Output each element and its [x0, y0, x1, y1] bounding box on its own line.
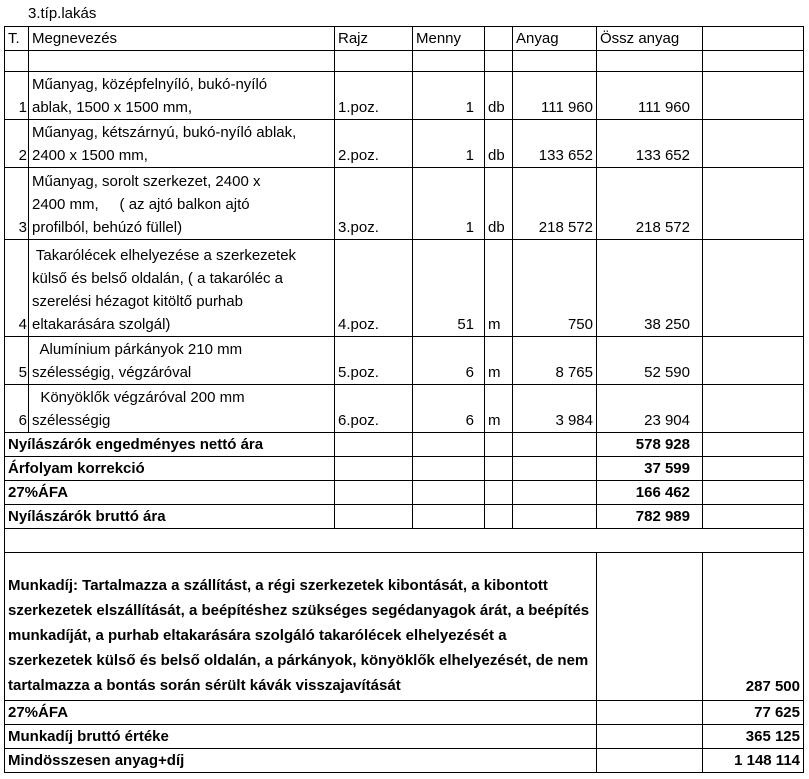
- item-description[interactable]: [29, 168, 335, 240]
- summary-value[interactable]: 37 599: [597, 457, 703, 481]
- summary-row: [5, 505, 804, 529]
- labor-summary-label[interactable]: 27%ÁFA: [5, 701, 597, 725]
- col-header-extra[interactable]: [703, 27, 804, 51]
- description-line: 2400 x 1500 mm,: [32, 147, 148, 164]
- labor-summary-label[interactable]: Munkadíj bruttó értéke: [5, 725, 597, 749]
- item-index[interactable]: 5: [5, 337, 29, 385]
- empty-cell[interactable]: [485, 457, 513, 481]
- col-header-unit[interactable]: [485, 27, 513, 51]
- empty-cell[interactable]: [597, 553, 703, 701]
- item-description[interactable]: [29, 337, 335, 385]
- item-row: [5, 337, 804, 385]
- empty-cell[interactable]: [485, 433, 513, 457]
- item-quantity[interactable]: 6: [413, 385, 485, 433]
- item-rajz[interactable]: 3.poz.: [335, 168, 413, 240]
- col-header-t[interactable]: T.: [5, 27, 29, 51]
- item-row: [5, 168, 804, 240]
- quote-table: [4, 26, 804, 773]
- item-row: [5, 120, 804, 168]
- empty-cell[interactable]: [703, 51, 804, 72]
- empty-cell[interactable]: [597, 51, 703, 72]
- labor-summary-value[interactable]: 77 625: [703, 701, 804, 725]
- labor-summary-label[interactable]: Mindösszesen anyag+díj: [5, 749, 597, 773]
- item-row: [5, 240, 804, 337]
- item-unit[interactable]: m: [485, 240, 513, 337]
- empty-cell[interactable]: [703, 457, 804, 481]
- empty-cell[interactable]: [703, 481, 804, 505]
- col-header-name[interactable]: Megnevezés: [29, 27, 335, 51]
- item-total[interactable]: 52 590: [597, 337, 703, 385]
- item-description[interactable]: [29, 240, 335, 337]
- item-unit[interactable]: m: [485, 337, 513, 385]
- summary-label[interactable]: Árfolyam korrekció: [5, 457, 335, 481]
- empty-cell[interactable]: [29, 51, 335, 72]
- labor-summary-value[interactable]: 1 148 114: [703, 749, 804, 773]
- summary-label[interactable]: Nyílászárók engedményes nettó ára: [5, 433, 335, 457]
- summary-row: [5, 457, 804, 481]
- item-index[interactable]: 4: [5, 240, 29, 337]
- description-line: Műanyag, sorolt szerkezet, 2400 x: [32, 173, 261, 190]
- empty-cell[interactable]: [335, 505, 413, 529]
- summary-row: [5, 433, 804, 457]
- empty-cell[interactable]: [513, 433, 597, 457]
- item-unit-price[interactable]: 111 960: [513, 72, 597, 120]
- item-unit-price[interactable]: 750: [513, 240, 597, 337]
- item-index[interactable]: 3: [5, 168, 29, 240]
- labor-value[interactable]: 287 500: [703, 553, 804, 701]
- blank-row: [5, 529, 804, 553]
- item-unit[interactable]: db: [485, 120, 513, 168]
- labor-description[interactable]: Munkadíj: Tartalmazza a szállítást, a régi szerkezetek kibontását, a kibontott szerkezetek elszállítását, a beépítéshez szükséges segédanyagok árát, a beépítés munkadíját, a purhab eltakarására szolgáló takarólécek elhelyezését a szerkezetek külső és belső oldalán, a párkányok, könyöklők elhelyezését, de nem tartalmazza a bontás során sérült kávák visszajavítását: [5, 553, 597, 701]
- empty-cell[interactable]: [413, 433, 485, 457]
- description-line: szerelési hézagot kitöltő purhab: [32, 293, 243, 310]
- description-line: szélességig, végzáróval: [32, 364, 192, 381]
- empty-cell[interactable]: [335, 481, 413, 505]
- item-unit-price[interactable]: 133 652: [513, 120, 597, 168]
- empty-cell[interactable]: [597, 749, 703, 773]
- description-line: szélességig: [32, 412, 111, 429]
- labor-summary-row: [5, 749, 804, 773]
- empty-cell[interactable]: [513, 457, 597, 481]
- summary-value[interactable]: 166 462: [597, 481, 703, 505]
- summary-label[interactable]: Nyílászárók bruttó ára: [5, 505, 335, 529]
- empty-cell[interactable]: [413, 457, 485, 481]
- empty-cell[interactable]: [703, 433, 804, 457]
- empty-cell[interactable]: [5, 529, 804, 553]
- item-rajz[interactable]: 4.poz.: [335, 240, 413, 337]
- description-line: eltakarására szolgál): [32, 316, 171, 333]
- empty-cell[interactable]: [413, 51, 485, 72]
- empty-cell[interactable]: [703, 72, 804, 120]
- description-line: külső és belső oldalán, ( a takaróléc a: [32, 270, 283, 287]
- item-row: [5, 72, 804, 120]
- empty-cell[interactable]: [485, 481, 513, 505]
- col-header-anyag[interactable]: Anyag: [513, 27, 597, 51]
- item-index[interactable]: 6: [5, 385, 29, 433]
- item-unit[interactable]: m: [485, 385, 513, 433]
- spacer-row: [5, 51, 804, 72]
- description-line: Műanyag, kétszárnyú, bukó-nyíló ablak,: [32, 124, 297, 141]
- empty-cell[interactable]: [703, 168, 804, 240]
- empty-cell[interactable]: [703, 385, 804, 433]
- item-rajz[interactable]: 6.poz.: [335, 385, 413, 433]
- col-header-rajz[interactable]: Rajz: [335, 27, 413, 51]
- empty-cell[interactable]: [703, 505, 804, 529]
- item-total[interactable]: 218 572: [597, 168, 703, 240]
- description-line: ablak, 1500 x 1500 mm,: [32, 99, 193, 116]
- empty-cell[interactable]: [335, 457, 413, 481]
- summary-label[interactable]: 27%ÁFA: [5, 481, 335, 505]
- empty-cell[interactable]: [513, 505, 597, 529]
- empty-cell[interactable]: [413, 481, 485, 505]
- empty-cell[interactable]: [513, 481, 597, 505]
- item-unit-price[interactable]: 218 572: [513, 168, 597, 240]
- empty-cell[interactable]: [703, 240, 804, 337]
- item-unit-price[interactable]: 8 765: [513, 337, 597, 385]
- sheet-title: 3.típ.lakás: [28, 5, 97, 22]
- item-unit-price[interactable]: 3 984: [513, 385, 597, 433]
- header-row: [5, 27, 804, 51]
- item-total[interactable]: 133 652: [597, 120, 703, 168]
- item-description[interactable]: [29, 72, 335, 120]
- item-quantity[interactable]: 6: [413, 337, 485, 385]
- item-unit[interactable]: db: [485, 168, 513, 240]
- item-row: [5, 385, 804, 433]
- item-total[interactable]: 111 960: [597, 72, 703, 120]
- description-line: Takarólécek elhelyezése a szerkezetek: [32, 247, 297, 264]
- empty-cell[interactable]: [597, 701, 703, 725]
- description-line: 2400 mm, ( az ajtó balkon ajtó: [32, 196, 250, 213]
- empty-cell[interactable]: [485, 505, 513, 529]
- description-line: Alumínium párkányok 210 mm: [32, 341, 243, 358]
- col-header-ossz[interactable]: Össz anyag: [597, 27, 703, 51]
- item-quantity[interactable]: 1: [413, 72, 485, 120]
- empty-cell[interactable]: [485, 51, 513, 72]
- description-line: profilból, behúzó füllel): [32, 219, 183, 236]
- item-rajz[interactable]: 1.poz.: [335, 72, 413, 120]
- col-header-menny[interactable]: Menny: [413, 27, 485, 51]
- description-line: Műanyag, középfelnyíló, bukó-nyíló: [32, 76, 268, 93]
- empty-cell[interactable]: [413, 505, 485, 529]
- item-unit[interactable]: db: [485, 72, 513, 120]
- empty-cell[interactable]: [335, 51, 413, 72]
- item-total[interactable]: 38 250: [597, 240, 703, 337]
- summary-value[interactable]: 782 989: [597, 505, 703, 529]
- description-line: Könyöklők végzáróval 200 mm: [32, 389, 245, 406]
- item-description[interactable]: [29, 385, 335, 433]
- item-quantity[interactable]: 51: [413, 240, 485, 337]
- labor-summary-row: [5, 701, 804, 725]
- item-index[interactable]: 1: [5, 72, 29, 120]
- labor-row: [5, 553, 804, 701]
- item-quantity[interactable]: 1: [413, 120, 485, 168]
- item-rajz[interactable]: 2.poz.: [335, 120, 413, 168]
- empty-cell[interactable]: [513, 51, 597, 72]
- item-description[interactable]: [29, 120, 335, 168]
- empty-cell[interactable]: [5, 51, 29, 72]
- item-rajz[interactable]: 5.poz.: [335, 337, 413, 385]
- item-total[interactable]: 23 904: [597, 385, 703, 433]
- labor-summary-value[interactable]: 365 125: [703, 725, 804, 749]
- item-index[interactable]: 2: [5, 120, 29, 168]
- empty-cell[interactable]: [597, 725, 703, 749]
- labor-summary-row: [5, 725, 804, 749]
- summary-value[interactable]: 578 928: [597, 433, 703, 457]
- item-quantity[interactable]: 1: [413, 168, 485, 240]
- summary-row: [5, 481, 804, 505]
- empty-cell[interactable]: [703, 120, 804, 168]
- empty-cell[interactable]: [703, 337, 804, 385]
- empty-cell[interactable]: [335, 433, 413, 457]
